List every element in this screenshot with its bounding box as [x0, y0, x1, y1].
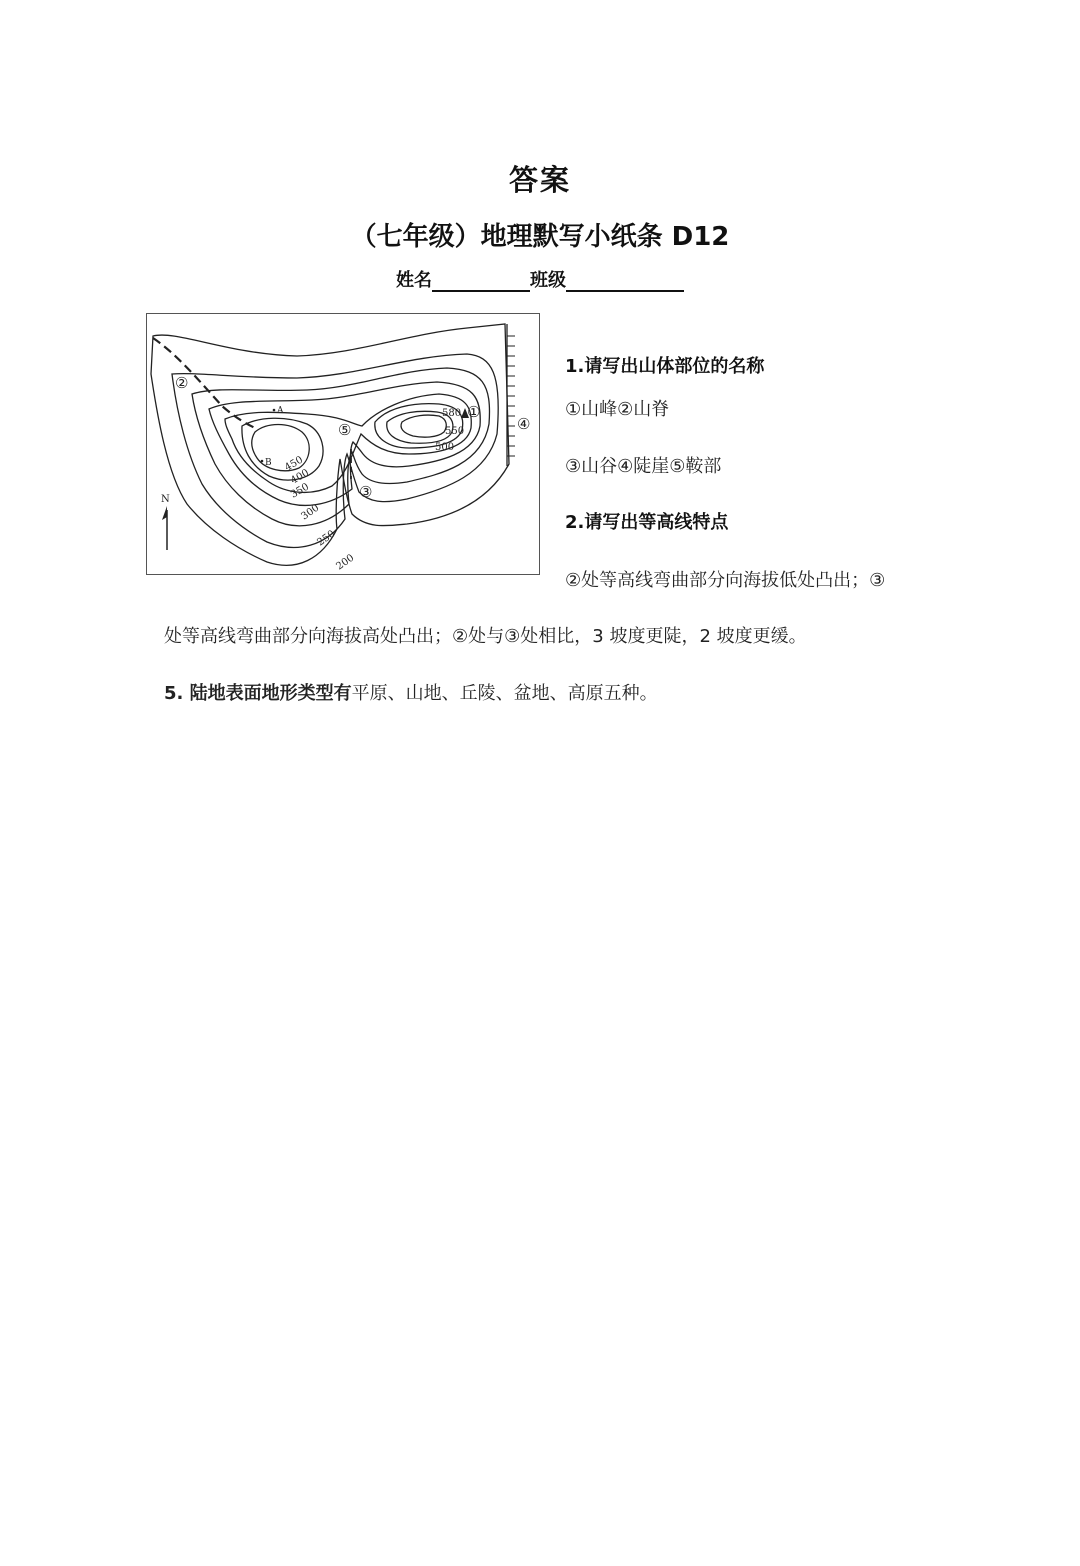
worksheet-subtitle: （七年级）地理默写小纸条 D12	[350, 222, 730, 252]
label-300: 300	[299, 502, 322, 523]
label-400: 400	[289, 467, 312, 487]
label-200: 200	[334, 552, 357, 573]
north-label: N	[161, 494, 170, 505]
peak-label: 580	[442, 408, 462, 419]
q5-answer: 平原、山地、丘陵、盆地、高原五种。	[351, 683, 658, 704]
marker-1: ①	[467, 403, 481, 421]
marker-5: ⑤	[338, 421, 352, 439]
q2-answer-line2: 处等高线弯曲部分向海拔高处凸出；②处与③处相比，3 坡度更陡，2 坡度更缓。	[164, 626, 807, 647]
q1-answer-line2: ③山谷④陡崖⑤鞍部	[565, 456, 722, 477]
name-label: 姓名	[396, 270, 432, 291]
q2-heading: 2.请写出等高线特点	[565, 512, 729, 533]
label-500: 500	[435, 442, 455, 453]
contour-550	[401, 415, 446, 437]
label-550: 550	[445, 426, 465, 437]
north-arrow-icon	[162, 506, 167, 550]
name-class-line	[0, 266, 1080, 292]
contour-map-svg	[147, 314, 539, 574]
q2-answer-line1: ②处等高线弯曲部分向海拔低处凸出；③	[565, 570, 886, 591]
marker-2: ②	[175, 374, 189, 392]
class-blank	[566, 272, 684, 292]
marker-3: ③	[359, 483, 373, 501]
name-blank	[432, 272, 530, 292]
point-b-dot	[261, 460, 264, 463]
point-b: B	[265, 458, 272, 468]
q5-heading: 5. 陆地表面地形类型有	[164, 683, 352, 704]
contour-map	[146, 313, 540, 575]
class-label: 班级	[530, 270, 566, 291]
marker-4: ④	[517, 415, 531, 433]
label-250: 250	[315, 528, 338, 549]
label-350: 350	[289, 481, 312, 501]
page-title: 答案	[508, 163, 571, 197]
q1-heading: 1.请写出山体部位的名称	[565, 356, 765, 377]
point-a: A	[277, 406, 284, 416]
q1-answer-line1: ①山峰②山脊	[565, 399, 670, 420]
point-a-dot	[273, 409, 276, 412]
q5-line	[164, 679, 658, 705]
label-450: 450	[283, 454, 306, 474]
